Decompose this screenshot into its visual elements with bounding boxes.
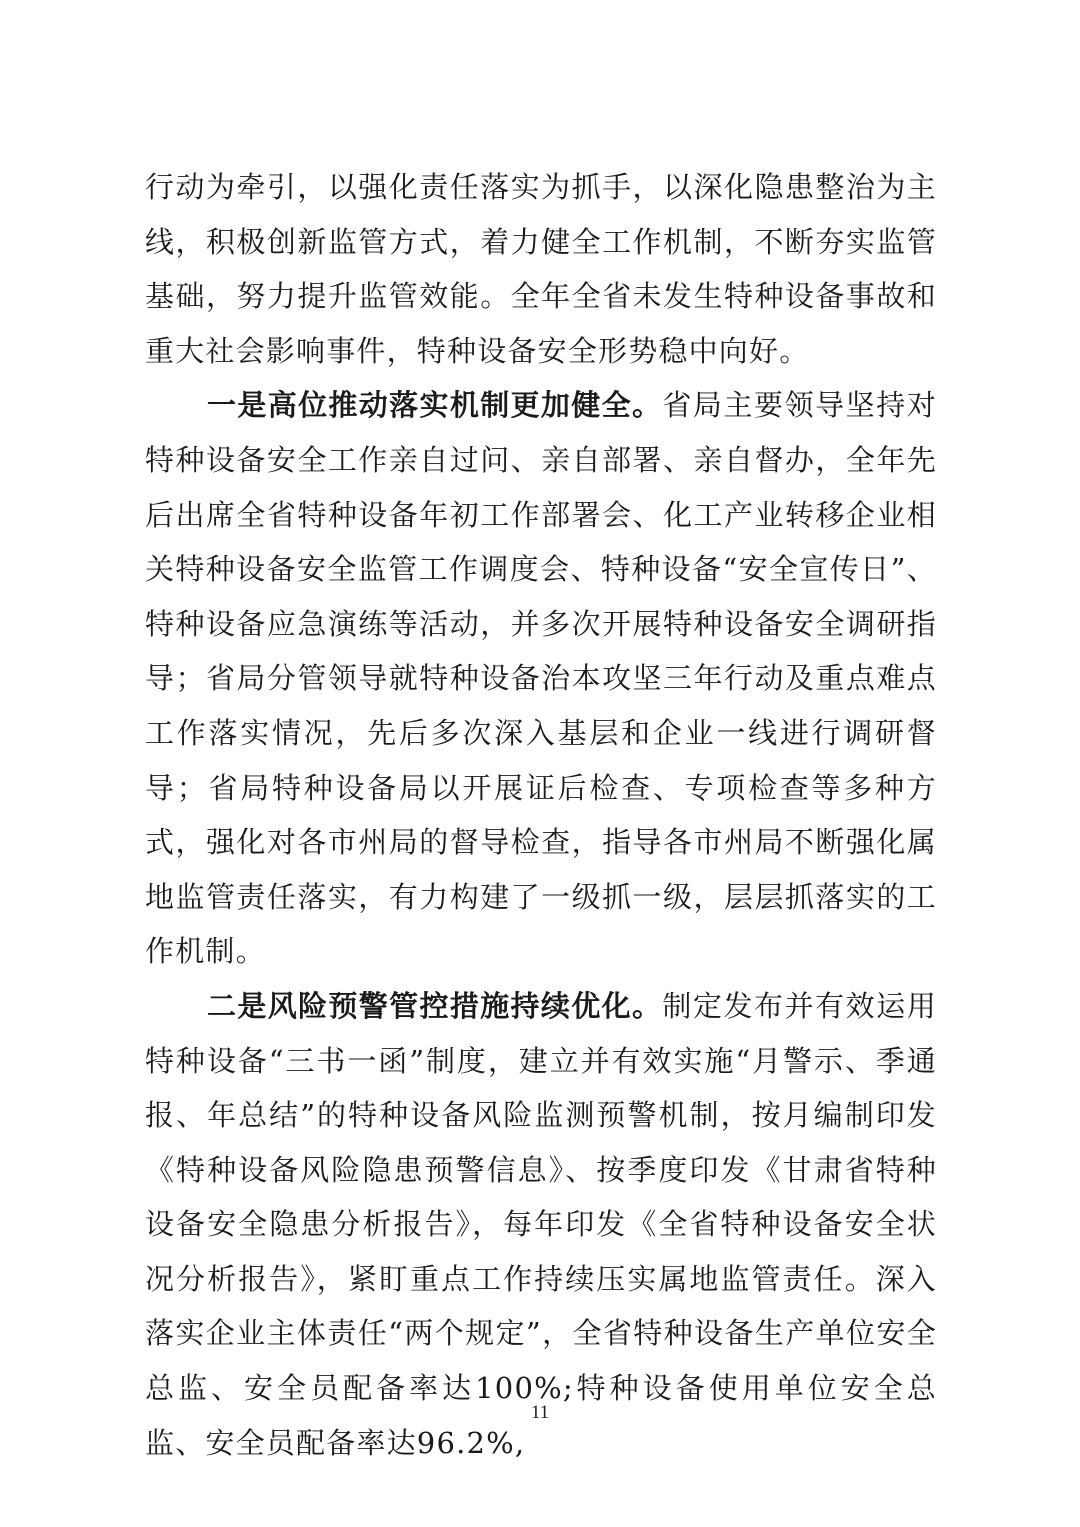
paragraph-mechanism <box>145 378 937 979</box>
body-text <box>145 160 937 1470</box>
paragraph-lead-heading: 二是风险预警管控措施持续优化。 <box>207 988 663 1023</box>
paragraph-body: 制定发布并有效运用特种设备“三书一函”制度，建立并有效实施“月警示、季通报、年总结”的特种设备风险监测预警机制，按月编制印发《特种设备风险隐患预警信息》、按季度印发《甘肃省特种设备安全隐患分析报告》，每年印发《全省特种设备安全状况分析报告》，紧盯重点工作持续压实属地监管责任。深入落实企业主体责任“两个规定”，全省特种设备生产单位安全总监、安全员配备率达100%;特种设备使用单位安全总监、安全员配备率达96.2%, <box>145 988 937 1460</box>
paragraph-continuation <box>145 160 937 378</box>
paragraph-body: 省局主要领导坚持对特种设备安全工作亲自过问、亲自部署、亲自督办，全年先后出席全省特种设备年初工作部署会、化工产业转移企业相关特种设备安全监管工作调度会、特种设备“安全宣传日”、特种设备应急演练等活动，并多次开展特种设备安全调研指导；省局分管领导就特种设备治本攻坚三年行动及重点难点工作落实情况，先后多次深入基层和企业一线进行调研督导；省局特种设备局以开展证后检查、专项检查等多种方式，强化对各市州局的督导检查，指导各市州局不断强化属地监管责任落实，有力构建了一级抓一级，层层抓落实的工作机制。 <box>145 388 937 969</box>
page-number: 11 <box>530 1402 550 1423</box>
paragraph-risk-warning <box>145 979 937 1470</box>
paragraph-body: 行动为牵引，以强化责任落实为抓手，以深化隐患整治为主线，积极创新监管方式，着力健全工作机制，不断夯实监管基础，努力提升监管效能。全年全省未发生特种设备事故和重大社会影响事件，特种设备安全形势稳中向好。 <box>145 170 937 368</box>
paragraph-lead-heading: 一是高位推动落实机制更加健全。 <box>207 388 663 423</box>
